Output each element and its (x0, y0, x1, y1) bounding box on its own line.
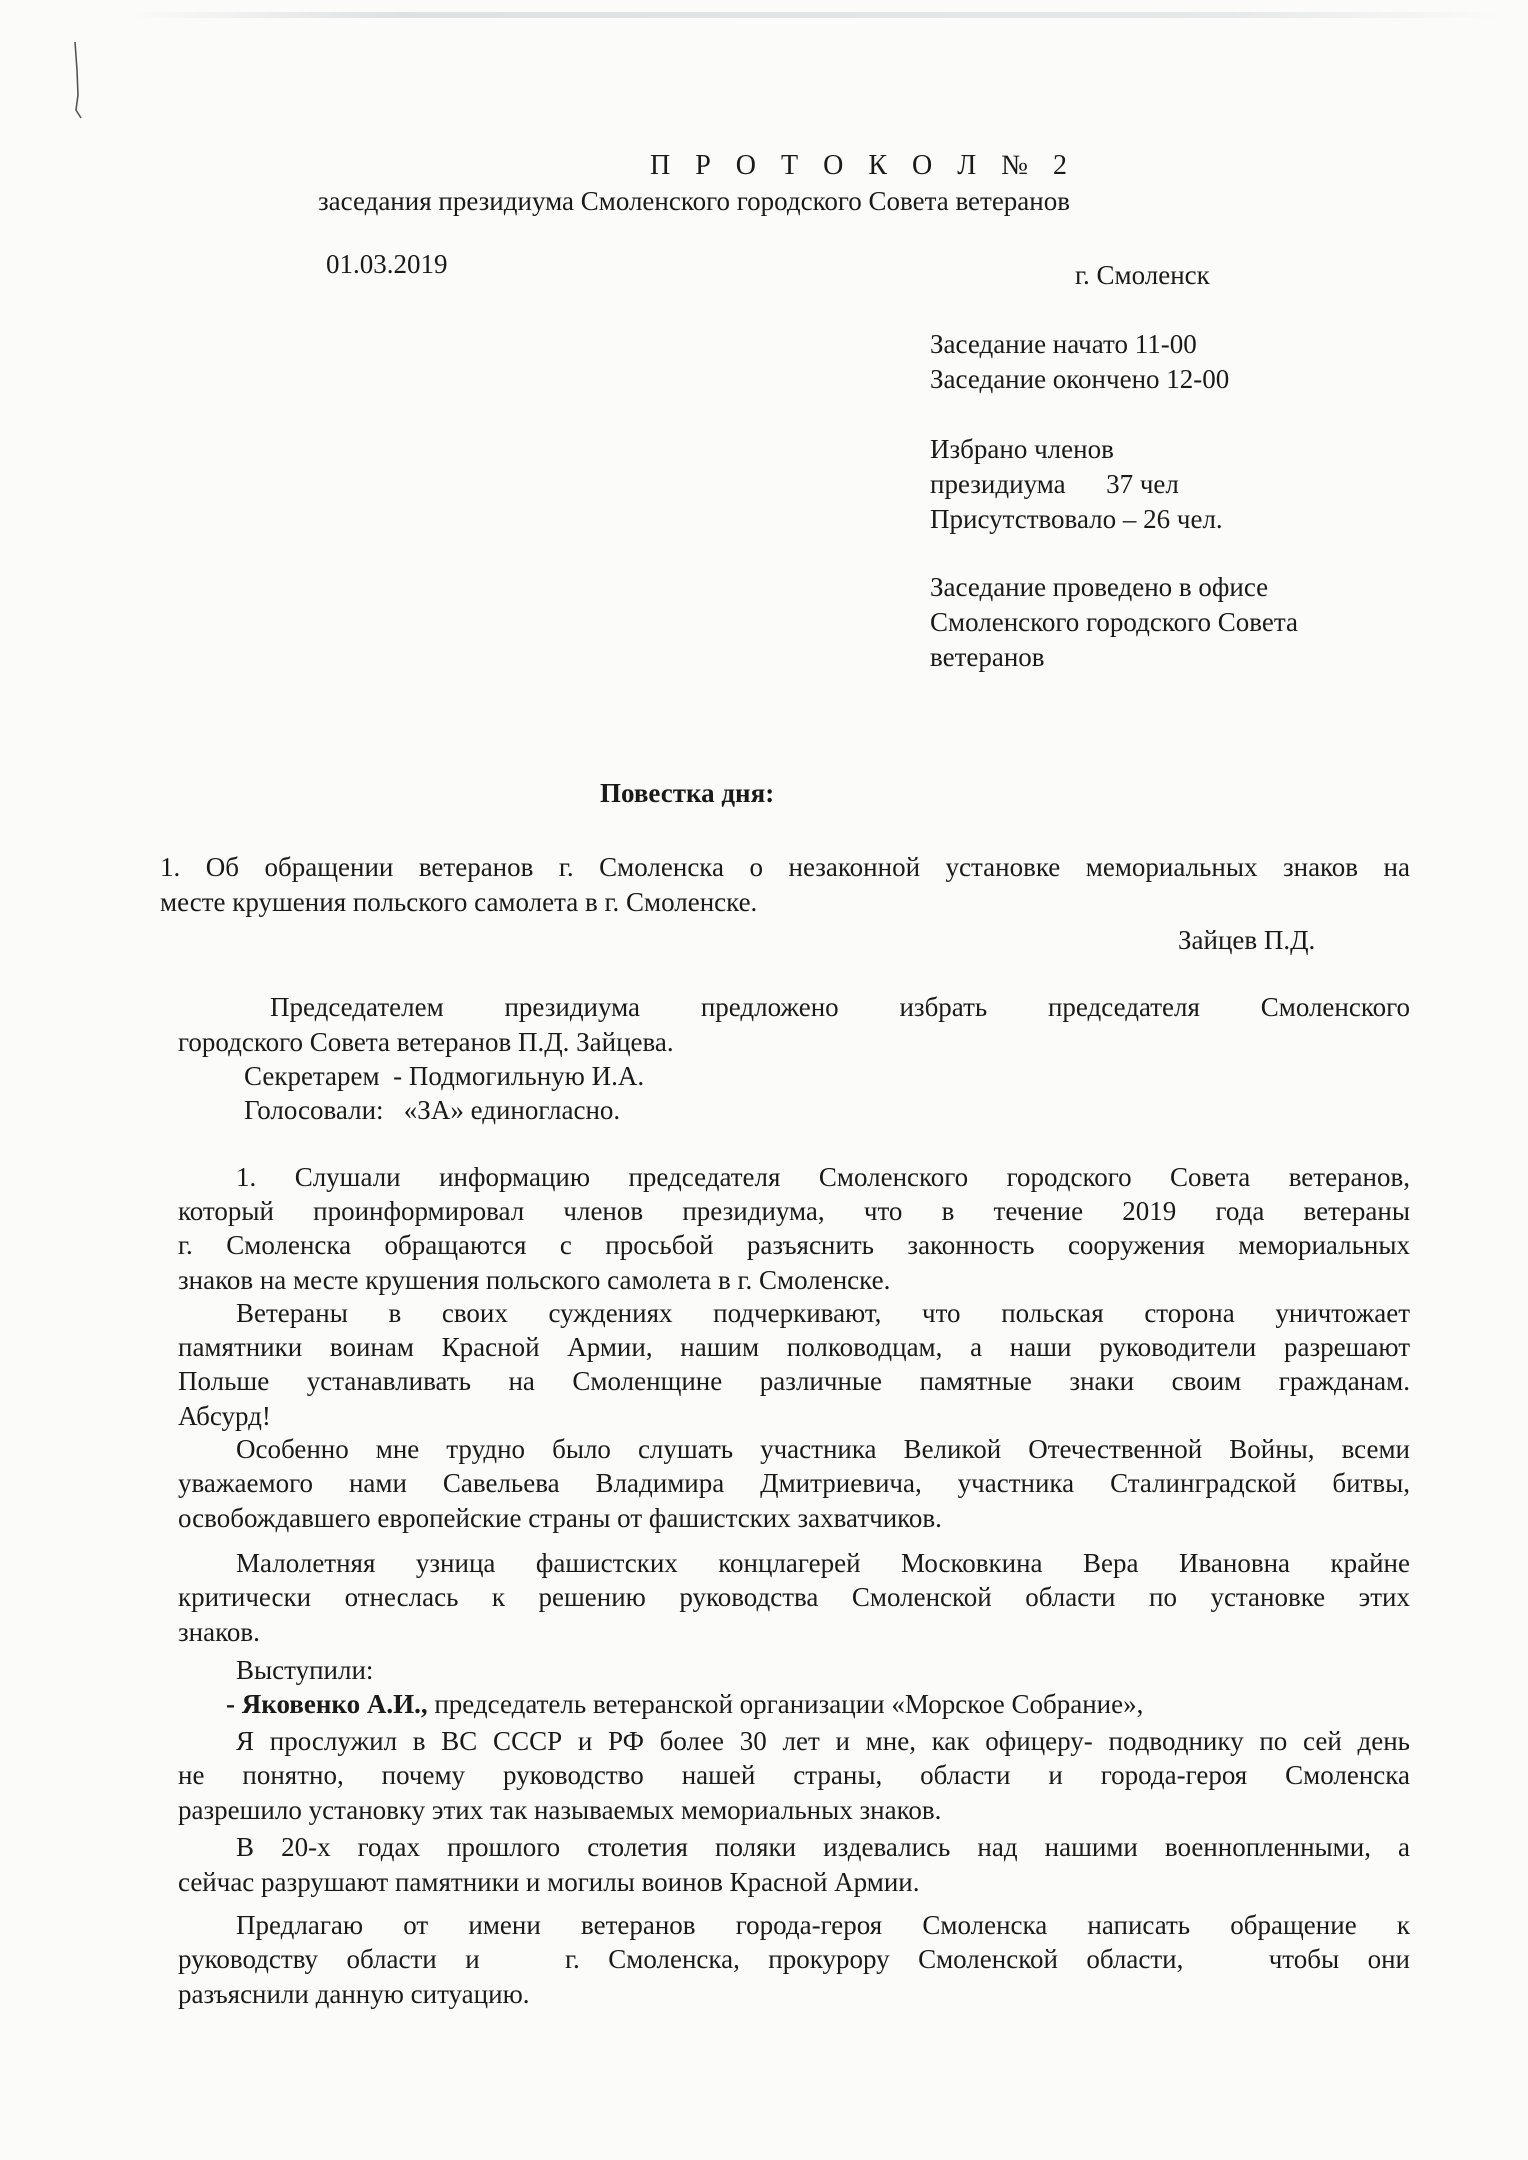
speaker-name: - Яковенко А.И., (226, 1689, 428, 1719)
p5-line2: не понятно, почему руководство нашей страны, области и города-героя Смоленска (178, 1760, 1410, 1790)
p6-line2: сейчас разрушают памятники и могилы воинов Красной Армии. (178, 1867, 920, 1897)
p1-line2: который проинформировал членов президиума, что в течение 2019 года ветераны (178, 1196, 1410, 1226)
chair-proposal-line1: Председателем президиума предложено избрать председателя Смоленского (270, 992, 1410, 1022)
p3-line3: освобождавшего европейские страны от фашистских захватчиков. (178, 1503, 942, 1533)
p4-line2: критически отнеслась к решению руководства Смоленской области по установке этих (178, 1582, 1410, 1612)
p6-line1: В 20-х годах прошлого столетия поляки издевались над нашими военнопленными, а (236, 1832, 1410, 1862)
p2-line4: Абсурд! (178, 1401, 271, 1431)
meeting-place-line3: ветеранов (930, 642, 1045, 672)
p7-line3: разъяснили данную ситуацию. (178, 1979, 530, 2009)
scan-artifact (130, 12, 1500, 18)
agenda-heading: Повестка дня: (600, 778, 775, 808)
present-members: Присутствовало – 26 чел. (930, 504, 1223, 534)
p2-line2: памятники воинам Красной Армии, нашим полководцам, а наши руководители разрешают (178, 1332, 1410, 1362)
document-date: 01.03.2019 (326, 249, 448, 279)
meeting-place-line2: Смоленского городского Совета (930, 607, 1298, 637)
p2-line1: Ветераны в своих суждениях подчеркивают, что польская сторона уничтожает (236, 1298, 1410, 1328)
p1-line4: знаков на месте крушения польского самолета в г. Смоленске. (178, 1265, 891, 1295)
agenda-item-1-line1: 1. Об обращении ветеранов г. Смоленска о незаконной установке мемориальных знаков на (160, 852, 1410, 882)
meeting-end: Заседание окончено 12-00 (930, 364, 1230, 394)
p1-line3: г. Смоленска обращаются с просьбой разъяснить законность сооружения мемориальных (178, 1230, 1410, 1260)
p7-line2: руководству области и г. Смоленска, прокурору Смоленской области, чтобы они (178, 1944, 1410, 1974)
p4-line1: Малолетняя узница фашистских концлагерей Московкина Вера Ивановна крайне (236, 1548, 1410, 1578)
p5-line3: разрешило установку этих так называемых мемориальных знаков. (178, 1795, 942, 1825)
vote-line: Голосовали: «ЗА» единогласно. (244, 1095, 621, 1125)
agenda-item-1-line2: месте крушения польского самолета в г. Смоленске. (160, 887, 758, 917)
spoke-heading: Выступили: (236, 1655, 374, 1685)
p7-line1: Предлагаю от имени ветеранов города-героя Смоленска написать обращение к (236, 1910, 1410, 1940)
elected-members-line1: Избрано членов (930, 434, 1114, 464)
meeting-start: Заседание начато 11-00 (930, 329, 1197, 359)
pen-mark (72, 40, 84, 120)
chair-proposal-line2: городского Совета ветеранов П.Д. Зайцева. (178, 1027, 674, 1057)
document-subtitle: заседания президиума Смоленского городского Совета ветеранов (318, 186, 1070, 216)
agenda-speaker: Зайцев П.Д. (1178, 925, 1316, 955)
p3-line2: уважаемого нами Савельева Владимира Дмитриевича, участника Сталинградской битвы, (178, 1468, 1410, 1498)
document-title: П Р О Т О К О Л № 2 (650, 150, 1076, 181)
secretary-line: Секретарем - Подмогильную И.А. (244, 1061, 645, 1091)
p2-line3: Польше устанавливать на Смоленщине различные памятные знаки своим гражданам. (178, 1366, 1410, 1396)
speaker-line (226, 1686, 1143, 1722)
document-city: г. Смоленск (1075, 260, 1210, 290)
p5-line1: Я прослужил в ВС СССР и РФ более 30 лет и мне, как офицеру- подводнику по сей день (236, 1726, 1410, 1756)
meeting-place-line1: Заседание проведено в офисе (930, 572, 1269, 602)
p3-line1: Особенно мне трудно было слушать участника Великой Отечественной Войны, всеми (236, 1434, 1410, 1464)
p4-line3: знаков. (178, 1617, 260, 1647)
p1-line1: 1. Слушали информацию председателя Смоленского городского Совета ветеранов, (236, 1162, 1410, 1192)
speaker-role: председатель ветеранской организации «Морское Собрание», (427, 1689, 1144, 1719)
elected-members-line2: президиума 37 чел (930, 469, 1179, 499)
